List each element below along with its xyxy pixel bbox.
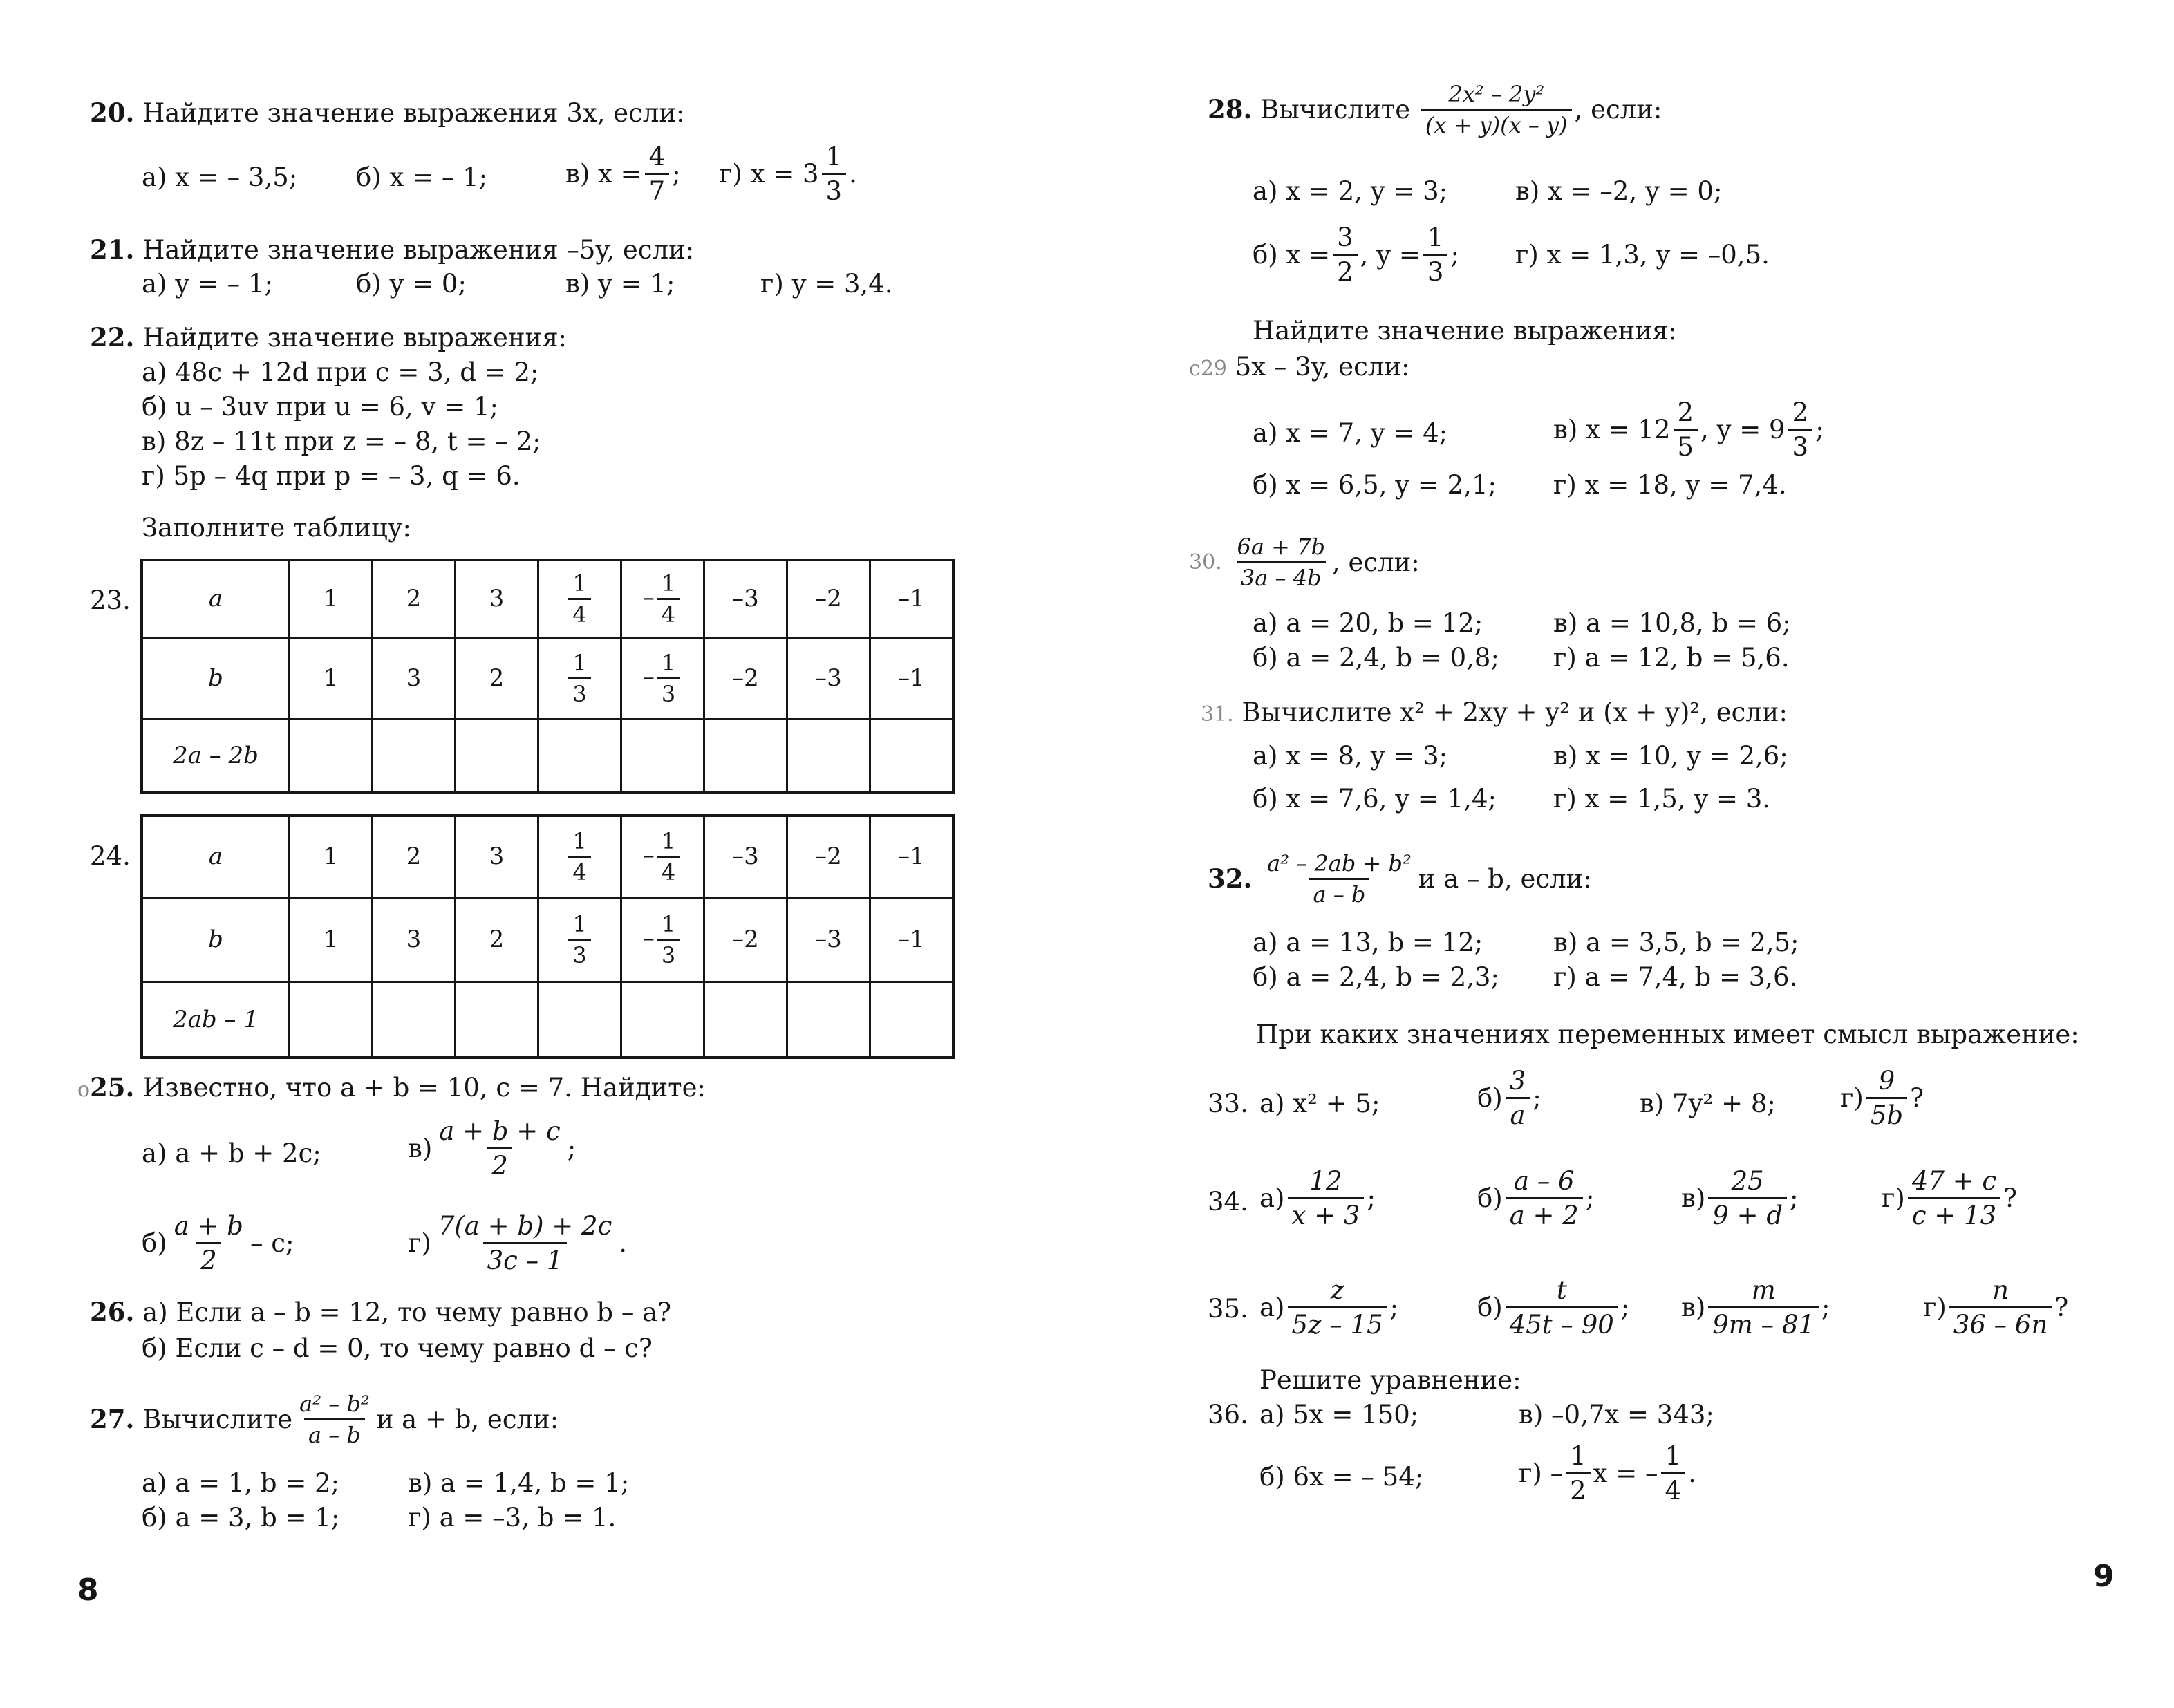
option-v: в) x = 12 $\frac{2}{5}$ , y = 9 $\frac{2}{3}$ ; (1553, 397, 1824, 462)
problem-number: 29 (1200, 357, 1227, 381)
table-cell: 2 (373, 560, 456, 637)
option-v: в) a = 1,4, b = 1; (408, 1468, 630, 1498)
fraction: $\frac{\text{2x² – 2y²}}{(x + y)(x - y)}$ (1421, 83, 1572, 136)
option-g: г) $\frac{7(a + b) + 2c}{3c - 1}$ . (408, 1211, 628, 1275)
problem-27: 27. Вычислите $\frac{\text{a² – b²}}{a - b}$ и a + b, если: (90, 1391, 559, 1448)
fraction: $\frac{1}{3}$ (822, 144, 847, 204)
fraction: $\frac{4}{7}$ (645, 144, 670, 204)
option-v: в) $\frac{a + b + c}{2}$ ; (408, 1116, 577, 1181)
problem-number: 31. (1201, 702, 1234, 726)
problem-26 (90, 1299, 671, 1325)
option-a: а) $\frac{z}{5z - 15}$ ; (1259, 1275, 1399, 1340)
problem-text: Найдите значение выражения: (142, 323, 568, 353)
problem-29 (1189, 352, 1410, 382)
problem-28: 28. Вычислите $\frac{\text{2x² – 2y²}}{(x + y)(x - y)}$ , если: (1208, 81, 1662, 138)
table-cell: $\frac{1}{3}$ (538, 897, 621, 982)
table-cell: –1 (870, 637, 954, 719)
margin-mark: с (1189, 357, 1201, 381)
fraction: $\frac{1}{2}$ (1566, 1443, 1591, 1503)
problem-number: 27. (90, 1404, 135, 1434)
table-cell: 3 (456, 560, 538, 637)
option-b: б) y = 0; (356, 269, 467, 299)
table-row (142, 897, 953, 982)
table-cell (456, 982, 538, 1058)
table-cell: 3 (373, 637, 456, 719)
table-cell: 2 (373, 816, 456, 897)
table-cell: 3 (373, 897, 456, 982)
fraction: $\frac{m}{9m - 81}$ (1708, 1277, 1819, 1338)
table-cell (787, 719, 870, 792)
row-label: a (142, 816, 290, 897)
option-g: г) x = 3 $\frac{1}{3}$ . (719, 142, 857, 206)
option-g: г) 5p – 4q при p = – 3, q = 6. (142, 461, 521, 491)
option-b: б) x = 7,6, y = 1,4; (1253, 784, 1497, 814)
fraction: $\frac{3}{2}$ (1333, 225, 1358, 285)
table-cell: –1 (870, 560, 954, 637)
option-g: г) $\frac{47 + c}{c + 13}$ ? (1882, 1166, 2017, 1230)
table-cell (373, 719, 456, 792)
page-number: 9 (2093, 1559, 2115, 1594)
fraction: $\frac{6a + 7b}{3a - 4b}$ (1237, 534, 1325, 591)
problem-number: 20. (90, 97, 135, 128)
problem-number: 33. (1208, 1089, 1248, 1118)
section-heading: При каких значениях переменных имеет смысл выражение: (1256, 1020, 2079, 1049)
table-cell: 1 (290, 637, 373, 719)
option-a: а) y = – 1; (142, 269, 273, 299)
table-cell (870, 719, 954, 792)
problem-number: 36. (1208, 1400, 1248, 1429)
option-b: б) a = 2,4, b = 2,3; (1253, 962, 1499, 992)
problem-25 (77, 1072, 706, 1102)
option-v: в) a = 3,5, b = 2,5; (1553, 928, 1799, 957)
table-cell (704, 719, 787, 792)
problem-number: 25. (90, 1072, 135, 1102)
option-b: б) $\frac{t}{45t - 90}$ ; (1477, 1275, 1630, 1340)
problem-32: 32. $\frac{\text{a² – 2ab + b²}}{a - b}$ и a – b, если: (1208, 850, 1592, 908)
table-cell: $\frac{1}{3}$ (538, 637, 621, 719)
problem-number: 21. (90, 234, 135, 265)
problem-number: 28. (1208, 94, 1253, 124)
option-a: а) x = 7, y = 4; (1253, 418, 1448, 448)
right-page (1087, 0, 2174, 1708)
section-heading: Найдите значение выражения: (1253, 316, 1677, 346)
fraction: $\frac{z}{5z - 15}$ (1288, 1277, 1387, 1338)
problem-number: 35. (1208, 1294, 1248, 1324)
option-b: б) $\frac{a + b}{2}$ – c; (142, 1211, 294, 1275)
table-cell: $\frac{1}{4}$ (538, 816, 621, 897)
fraction: $\frac{a - 6}{a + 2}$ (1506, 1168, 1583, 1228)
table-cell: –3 (787, 637, 870, 719)
problem-number: 23. (90, 585, 131, 615)
option-g: г) a = 7,4, b = 3,6. (1553, 962, 1798, 992)
option-g: г) $\frac{9}{5b}$ ? (1840, 1066, 1924, 1130)
problem-text: Вычислите x² + 2xy + y² и (x + y)², если: (1241, 697, 1788, 727)
table-row (142, 637, 953, 719)
table-23 (140, 559, 955, 794)
problem-number: 34. (1208, 1187, 1248, 1217)
table-cell: $\frac{1}{4}$ (538, 560, 621, 637)
table-cell: 3 (456, 816, 538, 897)
problem-21 (90, 234, 695, 265)
option-a: а) a = 20, b = 12; (1253, 608, 1483, 638)
option-a: а) a = 13, b = 12; (1253, 928, 1483, 957)
option-v: в) 7y² + 8; (1640, 1089, 1776, 1118)
table-cell: 1 (290, 816, 373, 897)
table-cell (704, 982, 787, 1058)
option-a: а) 48c + 12d при c = 3, d = 2; (142, 357, 539, 387)
option-b: б) a = 2,4, b = 0,8; (1253, 643, 1499, 673)
fraction: $\frac{t}{45t - 90}$ (1506, 1277, 1618, 1338)
fraction: $\frac{1}{3}$ (1423, 225, 1448, 285)
problem-number: 24. (90, 841, 131, 871)
option-v: в) x = 10, y = 2,6; (1553, 741, 1788, 771)
option-a: а) a + b + 2c; (142, 1138, 321, 1168)
table-cell: – $\frac{1}{4}$ (621, 560, 704, 637)
table-cell: –2 (787, 560, 870, 637)
option-g: г) x = 18, y = 7,4. (1553, 470, 1787, 500)
fraction: $\frac{9}{5b}$ (1866, 1068, 1907, 1128)
table-cell: –2 (787, 816, 870, 897)
table-cell (290, 982, 373, 1058)
problem-number: 32. (1208, 863, 1253, 894)
option-a: а) a = 1, b = 2; (142, 1468, 340, 1498)
option-a: а) x = 2, y = 3; (1253, 176, 1448, 206)
problem-number: 22. (90, 322, 135, 353)
option-g: г) – $\frac{1}{2}$ x = – $\frac{1}{4}$ . (1519, 1441, 1696, 1505)
option-v: в) $\frac{m}{9m - 81}$ ; (1681, 1275, 1830, 1340)
option-v: в) 8z – 11t при z = – 8, t = – 2; (142, 426, 541, 456)
problem-22 (90, 322, 568, 353)
option-a: а) x² + 5; (1259, 1089, 1380, 1118)
problem-number: 30. (1189, 550, 1222, 574)
table-cell: 1 (290, 560, 373, 637)
problem-text: Вычислите (1260, 95, 1411, 124)
table-cell: –3 (704, 816, 787, 897)
table-cell: – $\frac{1}{4}$ (621, 816, 704, 897)
table-cell: 1 (290, 897, 373, 982)
table-row (142, 560, 953, 637)
table-row (142, 816, 953, 897)
option-a: а) $\frac{12}{x + 3}$ ; (1259, 1166, 1376, 1230)
table-cell (538, 982, 621, 1058)
fraction: $\frac{n}{36 - 6n}$ (1949, 1277, 2052, 1338)
option-a: а) 5x = 150; (1259, 1400, 1419, 1429)
option-b: б) x = $\frac{3}{2}$ , y = $\frac{1}{3}$ ; (1253, 223, 1459, 287)
option-v: в) –0,7x = 343; (1519, 1400, 1714, 1429)
table-cell (456, 719, 538, 792)
option-b: б) a = 3, b = 1; (142, 1503, 340, 1532)
table-cell: –2 (704, 897, 787, 982)
fraction: $\frac{3}{a}$ (1506, 1068, 1530, 1128)
option-a: а) x = 8, y = 3; (1253, 741, 1448, 771)
row-label: 2a – 2b (142, 719, 290, 792)
table-cell: 2 (456, 897, 538, 982)
option-g: г) x = 1,3, y = –0,5. (1515, 240, 1770, 270)
section-heading: Решите уравнение: (1259, 1365, 1521, 1395)
table-cell: –1 (870, 816, 954, 897)
fraction: $\frac{a + b}{2}$ (174, 1211, 243, 1275)
option-b: б) $\frac{a - 6}{a + 2}$ ; (1477, 1166, 1595, 1230)
problem-text: Найдите значение выражения –5y, если: (142, 235, 695, 265)
table-cell (621, 719, 704, 792)
option-g: г) x = 1,5, y = 3. (1553, 784, 1771, 814)
row-label: b (142, 637, 290, 719)
option-b: б) x = 6,5, y = 2,1; (1253, 470, 1497, 500)
problem-number: 26. (90, 1297, 135, 1327)
table-cell (870, 982, 954, 1058)
option-a: а) Если a – b = 12, то чему равно b – a? (142, 1297, 671, 1327)
table-cell (538, 719, 621, 792)
table-cell (621, 982, 704, 1058)
fraction: $\frac{\text{a² – 2ab + b²}}{a - b}$ (1267, 850, 1412, 908)
problem-30: 30. $\frac{6a + 7b}{3a - 4b}$ , если: (1189, 534, 1420, 591)
row-label: a (142, 560, 290, 637)
problem-text: Найдите значение выражения 3x, если: (142, 98, 685, 128)
problem-text: Вычислите (142, 1405, 293, 1434)
option-b: б) u – 3uv при u = 6, v = 1; (142, 392, 498, 422)
table-cell: –3 (704, 560, 787, 637)
table-cell: –3 (787, 897, 870, 982)
fraction: $\frac{2}{5}$ (1674, 400, 1698, 460)
problem-text: Известно, что a + b = 10, c = 7. Найдите: (142, 1073, 706, 1102)
option-v: в) $\frac{25}{9 + d}$ ; (1681, 1166, 1799, 1230)
option-g: г) a = 12, b = 5,6. (1553, 643, 1790, 673)
option-v: в) x = $\frac{4}{7}$ ; (565, 142, 681, 206)
row-label: b (142, 897, 290, 982)
option-b: б) x = – 1; (356, 162, 488, 192)
table-24 (140, 814, 955, 1059)
option-g: г) $\frac{n}{36 - 6n}$ ? (1923, 1275, 2069, 1340)
table-cell (290, 719, 373, 792)
table-cell: –1 (870, 897, 954, 982)
page-number: 8 (77, 1573, 99, 1608)
table-cell: – $\frac{1}{3}$ (621, 897, 704, 982)
fraction: $\frac{47 + c}{c + 13}$ (1908, 1168, 2000, 1228)
option-g: г) y = 3,4. (760, 269, 893, 299)
problem-20 (90, 97, 685, 128)
fraction: $\frac{12}{x + 3}$ (1288, 1168, 1365, 1228)
table-cell: 2 (456, 637, 538, 719)
option-v: в) y = 1; (565, 269, 675, 299)
fraction: $\frac{\text{a² – b²}}{a - b}$ (299, 1391, 370, 1448)
option-v: в) a = 10,8, b = 6; (1553, 608, 1791, 638)
option-b: б) 6x = – 54; (1259, 1462, 1424, 1492)
table-cell: –2 (704, 637, 787, 719)
margin-mark: о (77, 1078, 91, 1102)
fraction: $\frac{2}{3}$ (1788, 400, 1813, 460)
table-row (142, 719, 953, 792)
option-v: в) x = –2, y = 0; (1515, 176, 1723, 206)
fraction: $\frac{25}{9 + d}$ (1708, 1168, 1787, 1228)
table-cell: – $\frac{1}{3}$ (621, 637, 704, 719)
option-b: б) Если c – d = 0, то чему равно d – c? (142, 1333, 653, 1363)
section-heading: Заполните таблицу: (142, 513, 411, 543)
option-a: а) x = – 3,5; (142, 162, 298, 192)
table-row (142, 982, 953, 1058)
table-cell (373, 982, 456, 1058)
option-b: б) $\frac{3}{a}$ ; (1477, 1066, 1542, 1130)
option-g: г) a = –3, b = 1. (408, 1503, 617, 1532)
fraction: $\frac{1}{4}$ (1661, 1443, 1686, 1503)
row-label: 2ab – 1 (142, 982, 290, 1058)
table-cell (787, 982, 870, 1058)
fraction: $\frac{7(a + b) + 2c}{3c - 1}$ (438, 1211, 612, 1275)
problem-31 (1201, 697, 1788, 727)
problem-text: 5x – 3y, если: (1235, 352, 1410, 382)
fraction: $\frac{a + b + c}{2}$ (439, 1116, 561, 1181)
